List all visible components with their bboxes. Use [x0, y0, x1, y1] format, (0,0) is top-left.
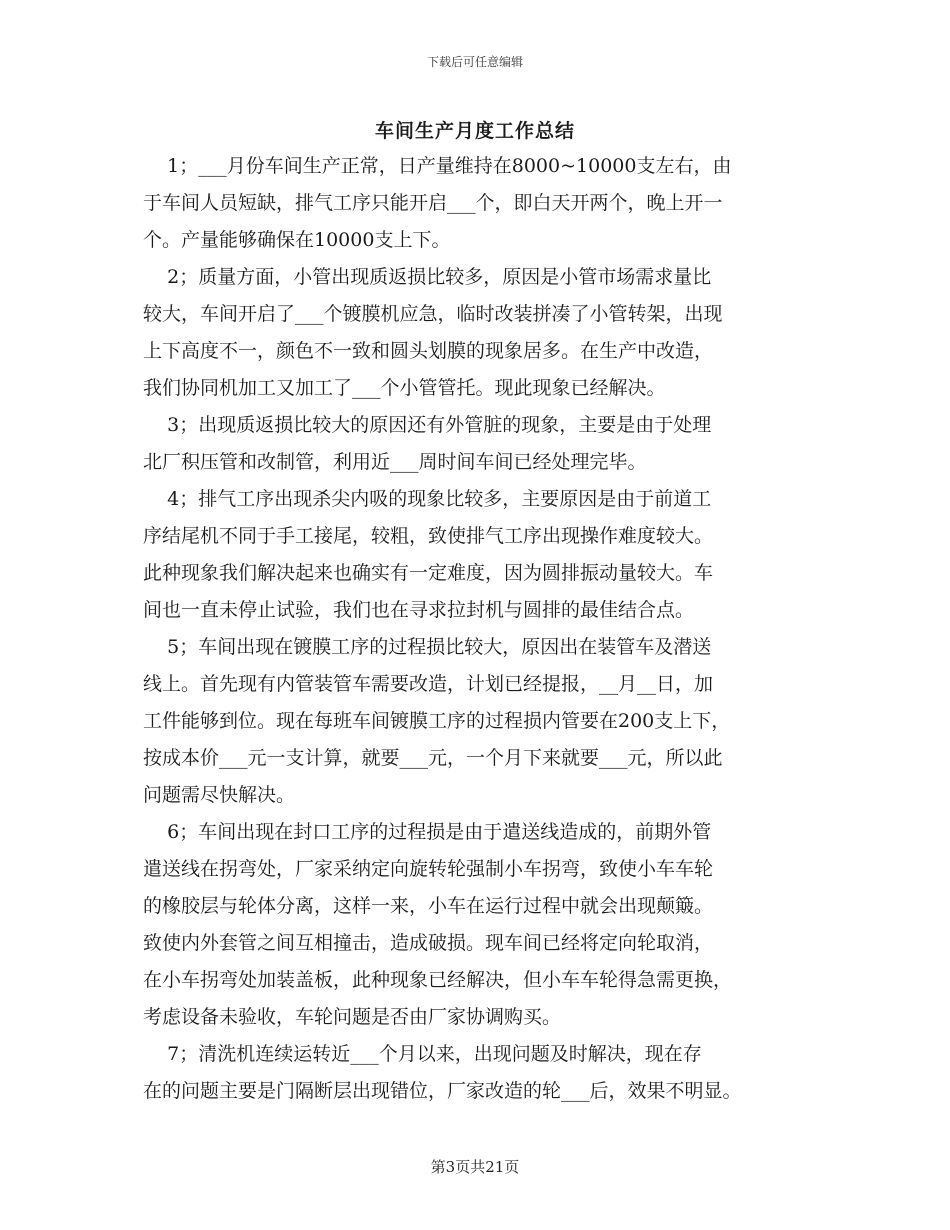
text-line: 个。产量能够确保在10000支上下。 — [143, 229, 451, 251]
text-line: 上下高度不一，颜色不一致和圆头划膜的现象居多。在生产中改造， — [143, 340, 714, 362]
text-line: 问题需尽快解决。 — [143, 784, 296, 806]
text-line: 工件能够到位。现在每班车间镀膜工序的过程损内管要在200支上下， — [143, 710, 731, 732]
paragraph-1 — [143, 148, 823, 259]
page-number-footer: 第3页共21页 — [430, 1158, 520, 1176]
text-line: 3；出现质返损比较大的原因还有外管脏的现象，主要是由于处理 — [143, 414, 712, 436]
text-line: 较大，车间开启了___个镀膜机应急，临时改装拼凑了小管转架，出现 — [143, 303, 723, 325]
text-line: 于车间人员短缺，排气工序只能开启___个，即白天开两个，晚上开一 — [143, 192, 723, 214]
text-line: 5；车间出现在镀膜工序的过程损比较大，原因出在装管车及潜送 — [143, 636, 712, 658]
text-line: 7；清洗机连续运转近___个月以来，出现问题及时解决，现在存 — [143, 1043, 702, 1065]
paragraph-7 — [143, 1036, 823, 1110]
paragraph-6 — [143, 814, 823, 1036]
text-line: 序结尾机不同于手工接尾，较粗，致使排气工序出现操作难度较大。 — [143, 525, 714, 547]
paragraph-2 — [143, 259, 823, 407]
text-line: 遣送线在拐弯处，厂家采纳定向旋转轮强制小车拐弯，致使小车车轮 — [143, 858, 714, 880]
paragraph-5 — [143, 629, 823, 814]
text-line: 我们协同机加工又加工了___个小管管托。现此现象已经解决。 — [143, 377, 666, 399]
text-line: 北厂积压管和改制管，利用近___周时间车间已经处理完毕。 — [143, 451, 647, 473]
text-line: 在小车拐弯处加装盖板，此种现象已经解决，但小车车轮得急需更换， — [143, 969, 733, 991]
text-line: 在的问题主要是门隔断层出现错位，厂家改造的轮___后，效果不明显。 — [143, 1080, 742, 1102]
text-line: 1；___月份车间生产正常，日产量维持在8000~10000支左右，由 — [143, 155, 732, 177]
text-line: 此种现象我们解决起来也确实有一定难度，因为圆排振动量较大。车 — [143, 562, 714, 584]
text-line: 考虑设备未验收，车轮问题是否由厂家协调购买。 — [143, 1006, 562, 1028]
text-line: 线上。首先现有内管装管车需要改造，计划已经提报，__月__日，加 — [143, 673, 714, 695]
text-line: 4；排气工序出现杀尖内吸的现象比较多，主要原因是由于前道工 — [143, 488, 712, 510]
text-line: 间也一直未停止试验，我们也在寻求拉封机与圆排的最佳结合点。 — [143, 599, 695, 621]
text-line: 致使内外套管之间互相撞击，造成破损。现车间已经将定向轮取消， — [143, 932, 714, 954]
document-body — [143, 148, 823, 1110]
paragraph-3 — [143, 407, 823, 481]
text-line: 按成本价___元一支计算，就要___元，一个月下来就要___元，所以此 — [143, 747, 723, 769]
header-note: 下载后可任意编辑 — [426, 55, 523, 69]
paragraph-4 — [143, 481, 823, 629]
text-line: 2；质量方面，小管出现质返损比较多，原因是小管市场需求量比 — [143, 266, 712, 288]
text-line: 的橡胶层与轮体分离，这样一来，小车在运行过程中就会出现颠簸。 — [143, 895, 714, 917]
document-title: 车间生产月度工作总结 — [374, 120, 575, 142]
text-line: 6；车间出现在封口工序的过程损是由于遣送线造成的，前期外管 — [143, 821, 712, 843]
